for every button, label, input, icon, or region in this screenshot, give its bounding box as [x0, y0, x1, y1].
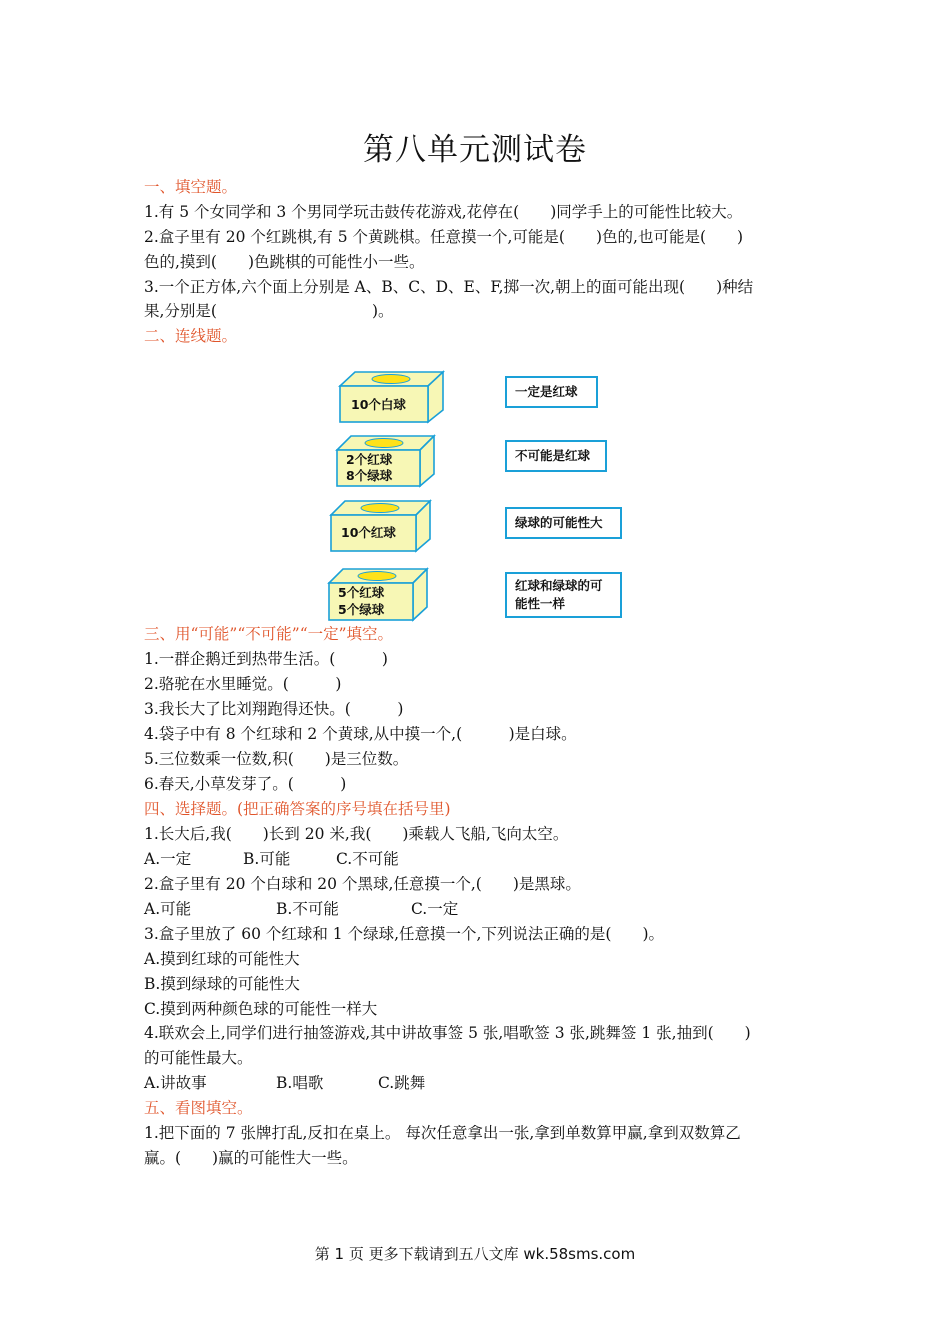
page-title: 第八单元测试卷	[363, 132, 587, 168]
box-8green-label: 8个绿球	[346, 468, 393, 483]
q4-2-option-a: A.可能	[144, 900, 192, 918]
question-1-3a: 3.一个正方体,六个面上分别是 A、B、C、D、E、F,掷一次,朝上的面可能出现( )种结	[144, 278, 754, 296]
q4-1-option-b: B.可能	[243, 850, 291, 868]
section-5-heading: 五、看图填空。	[144, 1099, 253, 1117]
question-4-1: 1.长大后,我( )长到 20 米,我( )乘载人飞船,飞向太空。	[144, 825, 569, 843]
box-10-white-label: 10个白球	[351, 397, 406, 412]
q4-2-option-b: B.不可能	[276, 900, 339, 918]
label-equal-chance-line1: 红球和绿球的可	[515, 578, 603, 593]
box-2red-8green	[332, 432, 438, 488]
q4-4-option-a: A.讲故事	[144, 1074, 207, 1092]
question-1-2b: 色的,摸到( )色跳棋的可能性小一些。	[144, 253, 425, 271]
label-certain-red	[505, 376, 598, 408]
label-impossible-red	[505, 440, 607, 472]
q4-1-option-c: C.不可能	[336, 850, 399, 868]
label-equal-chance-line2: 能性一样	[515, 596, 566, 611]
question-4-4a: 4.联欢会上,同学们进行抽签游戏,其中讲故事签 5 张,唱歌签 3 张,跳舞签 1 张,抽到( )	[144, 1024, 751, 1042]
section-4-heading: 四、选择题。(把正确答案的序号填在括号里)	[144, 800, 451, 818]
section-1-heading: 一、填空题。	[144, 178, 238, 196]
question-5-1b: 赢。( )赢的可能性大一些。	[144, 1149, 358, 1167]
q4-3-option-c: C.摸到两种颜色球的可能性一样大	[144, 1000, 378, 1018]
question-3-4: 4.袋子中有 8 个红球和 2 个黄球,从中摸一个,( )是白球。	[144, 725, 577, 743]
section-3-heading: 三、用“可能”“不可能”“一定”填空。	[144, 625, 394, 643]
label-equal-chance	[505, 572, 622, 618]
question-3-3: 3.我长大了比刘翔跑得还快。( )	[144, 700, 404, 718]
box-2red-label: 2个红球	[346, 452, 393, 467]
question-3-1: 1.一群企鹅迁到热带生活。( )	[144, 650, 388, 668]
label-certain-red-text: 一定是红球	[515, 384, 578, 399]
box-5red-5green	[324, 565, 432, 623]
q4-3-option-a: A.摸到红球的可能性大	[144, 950, 300, 968]
box-10-red-label: 10个红球	[341, 525, 396, 540]
question-1-3b: 果,分别是( )。	[144, 302, 394, 320]
q4-3-option-b: B.摸到绿球的可能性大	[144, 975, 300, 993]
box-10-white	[335, 368, 445, 424]
question-1-2a: 2.盒子里有 20 个红跳棋,有 5 个黄跳棋。任意摸一个,可能是( )色的,也可能是( )	[144, 228, 744, 246]
question-3-6: 6.春天,小草发芽了。( )	[144, 775, 347, 793]
question-3-5: 5.三位数乘一位数,积( )是三位数。	[144, 750, 409, 768]
question-4-4b: 的可能性最大。	[144, 1049, 253, 1067]
box-5red-label: 5个红球	[338, 585, 385, 600]
box-5green-label: 5个绿球	[338, 602, 385, 617]
question-4-3: 3.盒子里放了 60 个红球和 1 个绿球,任意摸一个,下列说法正确的是( )。	[144, 925, 665, 943]
question-4-2: 2.盒子里有 20 个白球和 20 个黑球,任意摸一个,( )是黑球。	[144, 875, 581, 893]
section-2-heading: 二、连线题。	[144, 327, 238, 345]
label-impossible-red-text: 不可能是红球	[515, 448, 591, 463]
box-10-red	[326, 497, 434, 553]
q4-2-option-c: C.一定	[411, 900, 459, 918]
question-3-2: 2.骆驼在水里睡觉。( )	[144, 675, 342, 693]
label-green-likely	[505, 507, 622, 539]
label-green-likely-text: 绿球的可能性大	[515, 515, 603, 530]
question-5-1a: 1.把下面的 7 张牌打乱,反扣在桌上。 每次任意拿出一张,拿到单数算甲赢,拿到双数算乙	[144, 1124, 741, 1142]
q4-4-option-c: C.跳舞	[378, 1074, 426, 1092]
q4-4-option-b: B.唱歌	[276, 1074, 324, 1092]
page-footer: 第 1 页 更多下载请到五八文库 wk.58sms.com	[314, 1245, 636, 1263]
q4-1-option-a: A.一定	[144, 850, 192, 868]
question-1-1: 1.有 5 个女同学和 3 个男同学玩击鼓传花游戏,花停在( )同学手上的可能性比较大。	[144, 203, 743, 221]
